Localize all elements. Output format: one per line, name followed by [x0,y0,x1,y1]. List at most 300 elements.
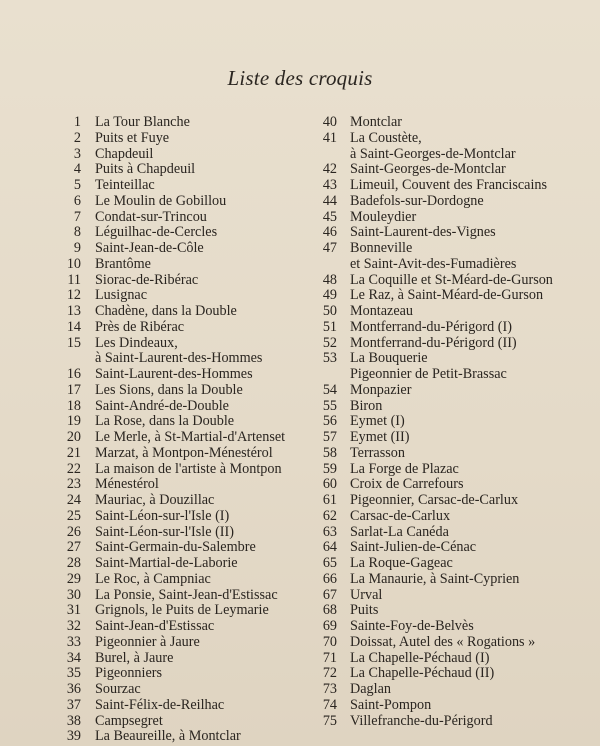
item-title [350,572,595,588]
item-title-line: à Saint-Laurent-des-Hommes [95,350,263,367]
item-title [95,540,301,556]
list-item [56,399,301,415]
item-number: 72 [322,665,337,682]
item-title-line: Saint-Jean-de-Côle [95,240,204,256]
list-item [310,241,595,273]
item-title [95,430,301,446]
item-title [350,162,595,178]
item-title-line: Urval [350,586,383,603]
list-item [310,682,595,698]
item-title-line: Pigeonnier à Jaure [95,633,200,650]
item-title [350,178,595,194]
item-number: 61 [322,492,337,508]
item-title-line: Chadène, dans la Double [95,303,237,319]
list-item [310,446,595,462]
list-item [310,462,595,478]
list-item [56,509,301,525]
item-title [350,603,595,619]
item-title-line: Lusignac [95,287,148,304]
item-number: 17 [66,381,81,398]
item-title-line: Le Moulin de Gobillou [95,192,227,209]
item-title [95,115,301,131]
list-item [56,540,301,556]
item-title [350,194,595,210]
item-title-line: Les Dindeaux, [95,334,178,351]
list-item [56,635,301,651]
item-number: 70 [322,633,337,650]
item-title [350,588,595,604]
page-title: Liste des croquis [227,66,373,90]
item-title-line: Siorac-de-Ribérac [95,271,199,288]
item-title-line: Eymet (II) [350,429,410,445]
item-title-line: Sarlat-La Canéda [350,523,449,540]
item-title-line: Ménestérol [95,476,159,493]
item-title-line: Saint-André-de-Double [95,397,229,414]
item-number: 75 [322,712,337,729]
item-number: 52 [322,334,337,351]
item-number: 73 [322,681,337,697]
sketch-list-right-column [310,115,595,729]
list-item [56,194,301,210]
item-title-line: La Coquille et St-Méard-de-Gurson [350,271,553,288]
item-number: 27 [66,539,81,556]
item-number: 63 [322,523,337,540]
item-title [350,304,595,320]
item-number: 8 [73,224,81,241]
item-number: 23 [66,476,81,493]
item-title-line: Saint-Laurent-des-Vignes [350,224,496,241]
item-title-line: La Coustète, [350,129,422,146]
item-title-line: Monpazier [350,381,412,398]
item-title [350,525,595,541]
list-item [56,493,301,509]
item-number: 33 [66,633,81,650]
item-title-line: Eymet (I) [350,413,405,430]
item-number: 57 [322,429,337,445]
item-title [95,698,301,714]
item-title [95,525,301,541]
item-number: 6 [73,192,81,209]
list-item [56,336,301,368]
list-item [310,210,595,226]
list-item [310,477,595,493]
item-title-line: Biron [350,397,383,414]
item-title [350,666,595,682]
item-title-line: Sourzac [95,681,141,697]
item-number: 48 [322,271,337,288]
item-title-line: La Tour Blanche [95,114,190,130]
item-title [350,714,595,730]
item-title-line: Près de Ribérac [95,318,185,335]
item-title-line: Montclar [350,114,403,130]
item-title-line: Villefranche-du-Périgord [350,712,493,729]
item-number: 9 [73,240,81,256]
list-item [310,336,595,352]
item-title [350,540,595,556]
item-title [95,367,301,383]
item-title-line: Le Raz, à Saint-Méard-de-Gurson [350,287,544,304]
list-item [310,588,595,604]
item-title [95,446,301,462]
item-title-line: Saint-Félix-de-Reilhac [95,696,225,713]
item-number: 50 [322,303,337,319]
list-item [310,414,595,430]
item-title-line: Pigeonnier de Petit-Brassac [350,366,507,382]
item-title-line: La Forge de Plazac [350,460,459,477]
list-item [310,288,595,304]
item-title [95,241,301,257]
item-title-line: Saint-Martial-de-Laborie [95,555,238,571]
list-item [56,414,301,430]
item-title-line: Saint-Julien-de-Cénac [350,539,477,556]
list-item [56,131,301,147]
list-item [56,115,301,131]
list-item [56,556,301,572]
item-number: 12 [66,287,81,304]
item-title-line: La Beaureille, à Montclar [95,728,241,745]
list-item [310,493,595,509]
item-number: 47 [322,240,337,256]
item-title-line: La maison de l'artiste à Montpon [95,460,282,477]
item-title-line: La Ponsie, Saint-Jean-d'Estissac [95,586,278,603]
item-title [95,178,301,194]
list-item [310,273,595,289]
list-item [56,257,301,273]
item-title-line: Chapdeuil [95,145,154,162]
list-item [310,304,595,320]
item-number: 39 [66,728,81,745]
list-item [56,572,301,588]
item-title [350,273,595,289]
list-item [310,351,595,383]
item-number: 40 [322,114,337,130]
item-number: 58 [322,444,337,461]
list-item [56,698,301,714]
item-number: 32 [66,618,81,634]
list-item [310,619,595,635]
item-title-line: Croix de Carrefours [350,476,464,493]
list-item [56,714,301,730]
item-number: 44 [322,192,337,209]
item-title [95,273,301,289]
item-title-line: Daglan [350,681,391,697]
item-title [350,225,595,241]
item-title [350,462,595,478]
list-item [310,603,595,619]
item-title [95,493,301,509]
item-title [95,336,301,368]
item-title [95,477,301,493]
item-title [350,288,595,304]
item-title [95,210,301,226]
list-item [310,131,595,163]
list-item [56,462,301,478]
item-title-line: Teinteillac [95,177,155,193]
item-title-line: Sainte-Foy-de-Belvès [350,618,474,634]
item-title [95,509,301,525]
item-title-line: Puits [350,602,379,619]
item-number: 74 [322,696,337,713]
item-number: 7 [73,208,81,225]
list-item [56,241,301,257]
item-title-line: La Chapelle-Péchaud (II) [350,665,495,682]
item-number: 36 [66,681,81,697]
item-title [350,493,595,509]
list-item [56,619,301,635]
item-title [95,147,301,163]
list-item [56,446,301,462]
item-number: 51 [322,318,337,335]
item-title-line: Mouleydier [350,208,417,225]
item-number: 68 [322,602,337,619]
item-title-line: La Roque-Gageac [350,555,453,571]
list-item [310,666,595,682]
item-number: 30 [66,586,81,603]
item-title-line: à Saint-Georges-de-Montclar [350,145,516,162]
item-number: 25 [66,507,81,524]
item-number: 2 [73,129,81,146]
item-title-line: Marzat, à Montpon-Ménestérol [95,444,273,461]
item-title-line: Pigeonnier, Carsac-de-Carlux [350,492,519,508]
list-item [56,210,301,226]
item-number: 19 [66,413,81,430]
item-number: 37 [66,696,81,713]
item-title [350,131,595,163]
item-title [350,115,595,131]
item-number: 15 [66,334,81,351]
item-title [350,635,595,651]
item-title-line: Saint-Germain-du-Salembre [95,539,256,556]
item-title-line: Saint-Jean-d'Estissac [95,618,215,634]
item-number: 67 [322,586,337,603]
item-title [95,714,301,730]
item-number: 13 [66,303,81,319]
item-title-line: Condat-sur-Trincou [95,208,207,225]
item-title-line: et Saint-Avit-des-Fumadières [350,255,517,272]
item-title [95,729,301,745]
item-number: 18 [66,397,81,414]
item-title [95,320,301,336]
item-number: 10 [66,255,81,272]
item-number: 69 [322,618,337,634]
item-title [95,682,301,698]
item-title-line: Carsac-de-Carlux [350,507,451,524]
item-number: 66 [322,570,337,587]
item-title-line: Puits à Chapdeuil [95,161,196,178]
item-title [350,446,595,462]
item-number: 34 [66,649,81,666]
item-number: 43 [322,177,337,193]
list-item [310,556,595,572]
item-title-line: Montferrand-du-Périgord (II) [350,334,517,351]
item-title [95,194,301,210]
list-item [56,273,301,289]
item-number: 29 [66,570,81,587]
item-title-line: Saint-Laurent-des-Hommes [95,366,253,382]
list-item [56,367,301,383]
item-title [350,509,595,525]
item-title-line: Grignols, le Puits de Leymarie [95,602,269,619]
item-title [350,351,595,383]
item-title-line: Saint-Léon-sur-l'Isle (I) [95,507,230,524]
list-item [310,399,595,415]
item-number: 55 [322,397,337,414]
list-item [56,729,301,745]
item-title-line: La Rose, dans la Double [95,413,235,430]
item-title-line: Saint-Georges-de-Montclar [350,161,506,178]
item-number: 21 [66,444,81,461]
item-title [350,477,595,493]
item-title [350,556,595,572]
list-item [310,115,595,131]
item-number: 54 [322,381,337,398]
item-number: 64 [322,539,337,556]
item-title-line: Burel, à Jaure [95,649,174,666]
list-item [310,320,595,336]
item-title [350,698,595,714]
item-number: 60 [322,476,337,493]
item-title-line: Terrasson [350,444,405,461]
item-number: 24 [66,492,81,508]
item-number: 59 [322,460,337,477]
item-number: 35 [66,665,81,682]
item-title [95,162,301,178]
list-item [310,540,595,556]
item-title-line: Brantôme [95,255,151,272]
item-number: 28 [66,555,81,571]
item-title [350,619,595,635]
item-number: 4 [73,161,81,178]
list-item [56,178,301,194]
item-title [95,462,301,478]
list-item [56,288,301,304]
item-title [350,414,595,430]
list-item [56,162,301,178]
item-number: 42 [322,161,337,178]
item-number: 38 [66,712,81,729]
item-title-line: Doissat, Autel des « Rogations » [350,633,536,650]
item-title [95,666,301,682]
item-title-line: Les Sions, dans la Double [95,381,243,398]
list-item [56,320,301,336]
list-item [56,383,301,399]
list-item [56,430,301,446]
item-title [350,383,595,399]
list-item [56,225,301,241]
item-number: 5 [73,177,81,193]
list-item [56,525,301,541]
list-item [56,147,301,163]
list-item [56,304,301,320]
item-title [350,399,595,415]
list-item [310,430,595,446]
item-title-line: Montazeau [350,303,414,319]
item-title [95,603,301,619]
item-title [95,399,301,415]
list-item [56,477,301,493]
item-number: 62 [322,507,337,524]
item-title [95,651,301,667]
item-title-line: Saint-Pompon [350,696,432,713]
list-item [56,651,301,667]
list-item [310,714,595,730]
item-title [95,635,301,651]
list-item [310,509,595,525]
item-number: 65 [322,555,337,571]
item-title [95,414,301,430]
list-item [310,572,595,588]
item-number: 46 [322,224,337,241]
item-title [350,210,595,226]
list-item [56,666,301,682]
item-title [95,225,301,241]
list-item [310,698,595,714]
list-item [310,651,595,667]
item-title [95,588,301,604]
item-title-line: La Manaurie, à Saint-Cyprien [350,570,520,587]
list-item [310,383,595,399]
list-item [56,588,301,604]
item-title [350,241,595,273]
item-title-line: Campsegret [95,712,163,729]
item-title [95,383,301,399]
sketch-list-left-column [56,115,301,745]
item-title [95,131,301,147]
item-title-line: Montferrand-du-Périgord (I) [350,318,512,335]
list-item [56,603,301,619]
item-title-line: Saint-Léon-sur-l'Isle (II) [95,523,234,540]
item-title-line: Pigeonniers [95,665,162,682]
item-title-line: Limeuil, Couvent des Franciscains [350,177,548,193]
item-title-line: Bonneville [350,240,413,256]
item-number: 22 [66,460,81,477]
item-number: 49 [322,287,337,304]
item-title [95,556,301,572]
item-number: 1 [73,114,81,130]
item-title-line: La Chapelle-Péchaud (I) [350,649,490,666]
item-number: 41 [322,129,337,146]
item-title [350,336,595,352]
item-title [95,304,301,320]
item-number: 20 [66,429,81,445]
item-number: 14 [66,318,81,335]
item-title-line: Le Merle, à St-Martial-d'Artenset [95,429,286,445]
item-number: 53 [322,350,337,367]
list-item [56,682,301,698]
list-item [310,178,595,194]
item-number: 56 [322,413,337,430]
item-title [350,682,595,698]
item-title-line: Le Roc, à Campniac [95,570,211,587]
item-title-line: Badefols-sur-Dordogne [350,192,484,209]
item-title [95,619,301,635]
item-title [95,257,301,273]
item-title [95,288,301,304]
item-title [350,651,595,667]
list-item [310,225,595,241]
item-number: 11 [67,271,81,288]
item-title [350,430,595,446]
item-title-line: Mauriac, à Douzillac [95,492,215,508]
item-number: 26 [66,523,81,540]
item-number: 45 [322,208,337,225]
list-item [310,162,595,178]
item-number: 3 [73,145,81,162]
item-title [95,572,301,588]
item-title-line: Puits et Fuye [95,129,170,146]
item-title [350,320,595,336]
list-item [310,525,595,541]
